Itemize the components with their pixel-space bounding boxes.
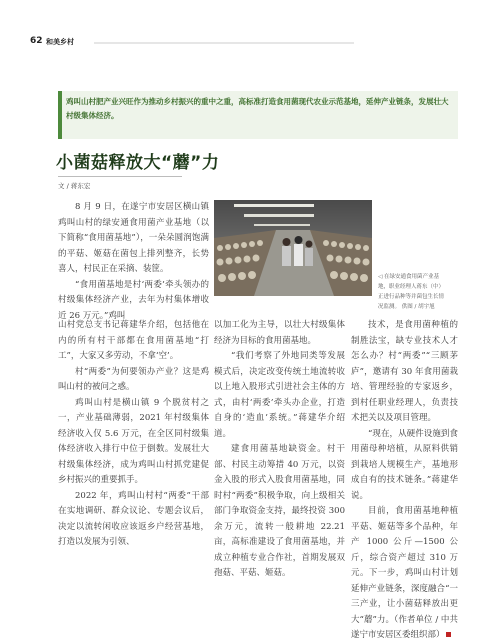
paragraph: “我们考察了外地同类等发展模式后，决定改变传统土地流转收以上地入股形式引进社会主体的方式，由村‘两委’牵头办企业，打造自身的‘造血’系统。”蒋建华介绍道。 [214, 351, 345, 439]
article-photo [214, 200, 372, 296]
article-column-1-top [58, 200, 209, 324]
paragraph: 村“两委”为何要领办产业？这是鸡叫山村的被问之惑。 [58, 366, 209, 392]
photo-caption: ◁ 在绿安通食用菌产业基地，职业经理人蒋东（中）正进行品种等并菌包生长情况监测。 供图 / 胡宇旭 [378, 274, 445, 310]
end-mark-icon [446, 632, 451, 637]
paragraph: 建食用菌基地缺资金。村干部、村民主动筹措 40 万元，以资金入股的形式入股食用菌基地，同时村“两委”积极争取，向上级相关部门争取资金支持，最终投资 300 余万元，流转一般耕地 22.21 亩，高标准建设了食用菌基地，并成立种植专业合作社，首期发展双孢菇、平菇、姬菇。 [214, 444, 345, 578]
mushroom-farm-image [214, 200, 372, 296]
page-number: 62 [30, 36, 43, 46]
paragraph [351, 504, 458, 644]
paragraph-text: 目前，食用菌基地种植平菇、姬菇等多个品种，年产 1000 公斤—1500 公斤，综合资产超过 310 万元。下一步，鸡叫山村计划延伸产业链条，深度融合“一三产业，让小菌菇释放出更大“蘑”力。（作者单位 / 中共遂宁市安居区委组织部） [351, 506, 458, 640]
paragraph: “食用菌基地是村‘两委’牵头领办的村级集体经济产业，去年为村集体增收近 26 万元。”鸡叫 [58, 279, 209, 321]
paragraph: “现在，从硬件设施到食用菌母种培植，从原料供销到栽培人规模生产，基地形成自有的技术链条。”蒋建华说。 [351, 428, 458, 501]
title-rule [58, 176, 182, 177]
header-rule [94, 42, 354, 44]
page-header [30, 36, 460, 50]
paragraph: 8 月 9 日，在遂宁市安居区横山镇鸡叫山村的绿安通食用菌产业基地（以下简称“食用菌基地”），一朵朵圆润饱满的平菇、姬菇在菌包上排列整齐，长势喜人，村民正在采摘、装筐。 [58, 202, 209, 274]
article-column-1 [58, 318, 209, 551]
paragraph: 山村党总支书记蒋建华介绍，包括他在内的所有村干部都在食用菌基地“打工”，大家又多劳动，不拿‘空’。 [58, 320, 209, 361]
paragraph: 鸡叫山村是横山镇 9 个脱贫村之一，产业基础薄弱，2021 年村级集体经济收入仅 5.6 万元，在全区同村级集体经济收入排行中位于倒数。发展壮大村级集体经济，成为鸡叫山村抓党建促乡村振兴的重要抓手。 [58, 397, 209, 485]
article-column-3 [351, 318, 458, 644]
section-label: 和美乡村 [46, 38, 74, 46]
article-title: 小菌菇释放大“蘑”力 [56, 153, 220, 173]
byline: 文 / 蒋东宏 [58, 182, 91, 190]
paragraph: 技术，是食用菌种植的制胜法宝，缺专业技术人才怎么办？村“两委”“三顾茅庐”，邀请有 30 年食用菌栽培、管理经验的专家返乡，到村任职业经理人，负责技术把关以及项目管理。 [351, 320, 458, 423]
paragraph: 以加工化为主导，以壮大村级集体经济为目标的食用菌基地。 [214, 320, 345, 346]
lead-accent-bar [58, 91, 62, 139]
lead-text: 鸡叫山村肥产业兴旺作为推动乡村振兴的重中之重，高标准打造食用菌现代农业示范基地，延伸产业链条，发展壮大村级集体经济。 [66, 97, 449, 120]
article-column-2 [214, 318, 345, 582]
paragraph: 2022 年，鸡叫山村村“两委”干部在实地调研、群众议论、专题会议后，决定以流转闲收应该返乡户经营基地，打造以发展为引领、 [58, 490, 209, 547]
